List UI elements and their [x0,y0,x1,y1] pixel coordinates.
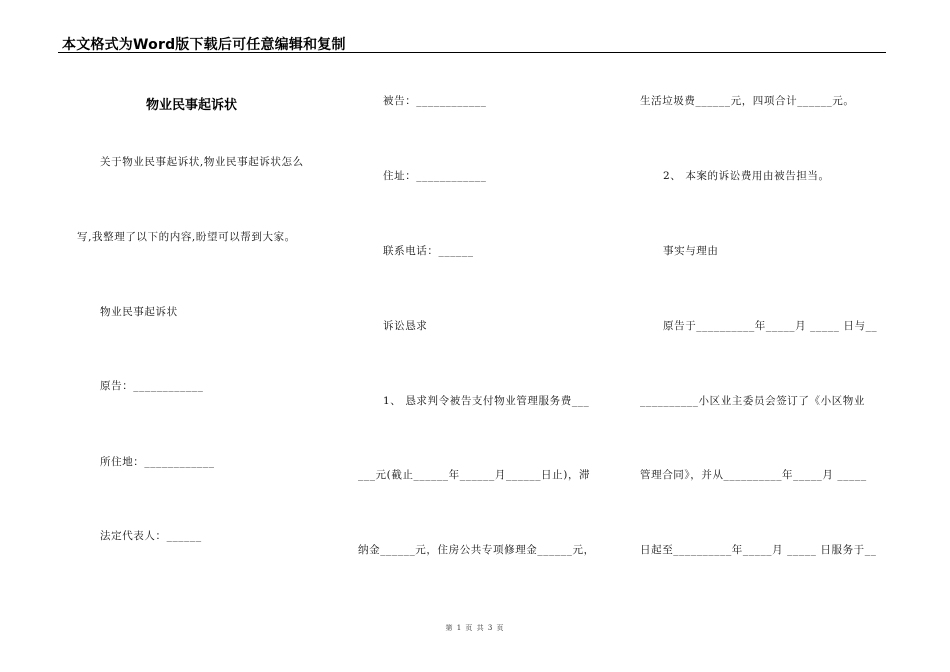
plaintiff-field: 原告：____________ [100,380,204,392]
defendant-address-field: 住址：____________ [383,170,487,182]
contact-phone-field: 联系电话：______ [383,245,474,257]
facts-line-2: __________小区业主委员会签订了《小区物业 [640,395,865,407]
claims-heading: 诉讼恳求 [383,320,428,332]
claim-line-4: 生活垃圾费______元，四项合计______元。 [640,95,855,107]
section-heading: 物业民事起诉状 [100,306,178,318]
defendant-field: 被告：____________ [383,95,487,107]
claim-line-2: ___元(截止______年______月______日止)，滞 [358,469,591,481]
page-number: 第 1 页 共 3 页 [445,624,505,632]
facts-line-4: 日起至__________年_____月 _____ 日服务于__ [640,544,877,556]
facts-line-3: 管理合同》，并从__________年_____月 _____ [640,469,867,481]
header-divider [58,52,886,53]
legal-representative-field: 法定代表人：______ [100,530,202,542]
document-title: 物业民事起诉状 [146,98,238,113]
claim-2-line: 2、 本案的诉讼费用由被告担当。 [663,170,830,182]
header-notice: 本文格式为Word版下载后可任意编辑和复制 [62,37,346,53]
claim-line-1: 1、 恳求判令被告支付物业管理服务费___ [383,395,590,407]
facts-heading: 事实与理由 [663,245,719,257]
claim-line-3: 纳金______元，住房公共专项修理金______元， [358,544,595,556]
intro-line-1: 关于物业民事起诉状,物业民事起诉状怎么 [100,156,304,168]
plaintiff-address-field: 所住地：____________ [100,456,215,468]
intro-line-2: 写,我整理了以下的内容,盼望可以帮到大家。 [77,231,296,243]
facts-line-1: 原告于__________年_____月 _____ 日与__ [663,320,878,332]
